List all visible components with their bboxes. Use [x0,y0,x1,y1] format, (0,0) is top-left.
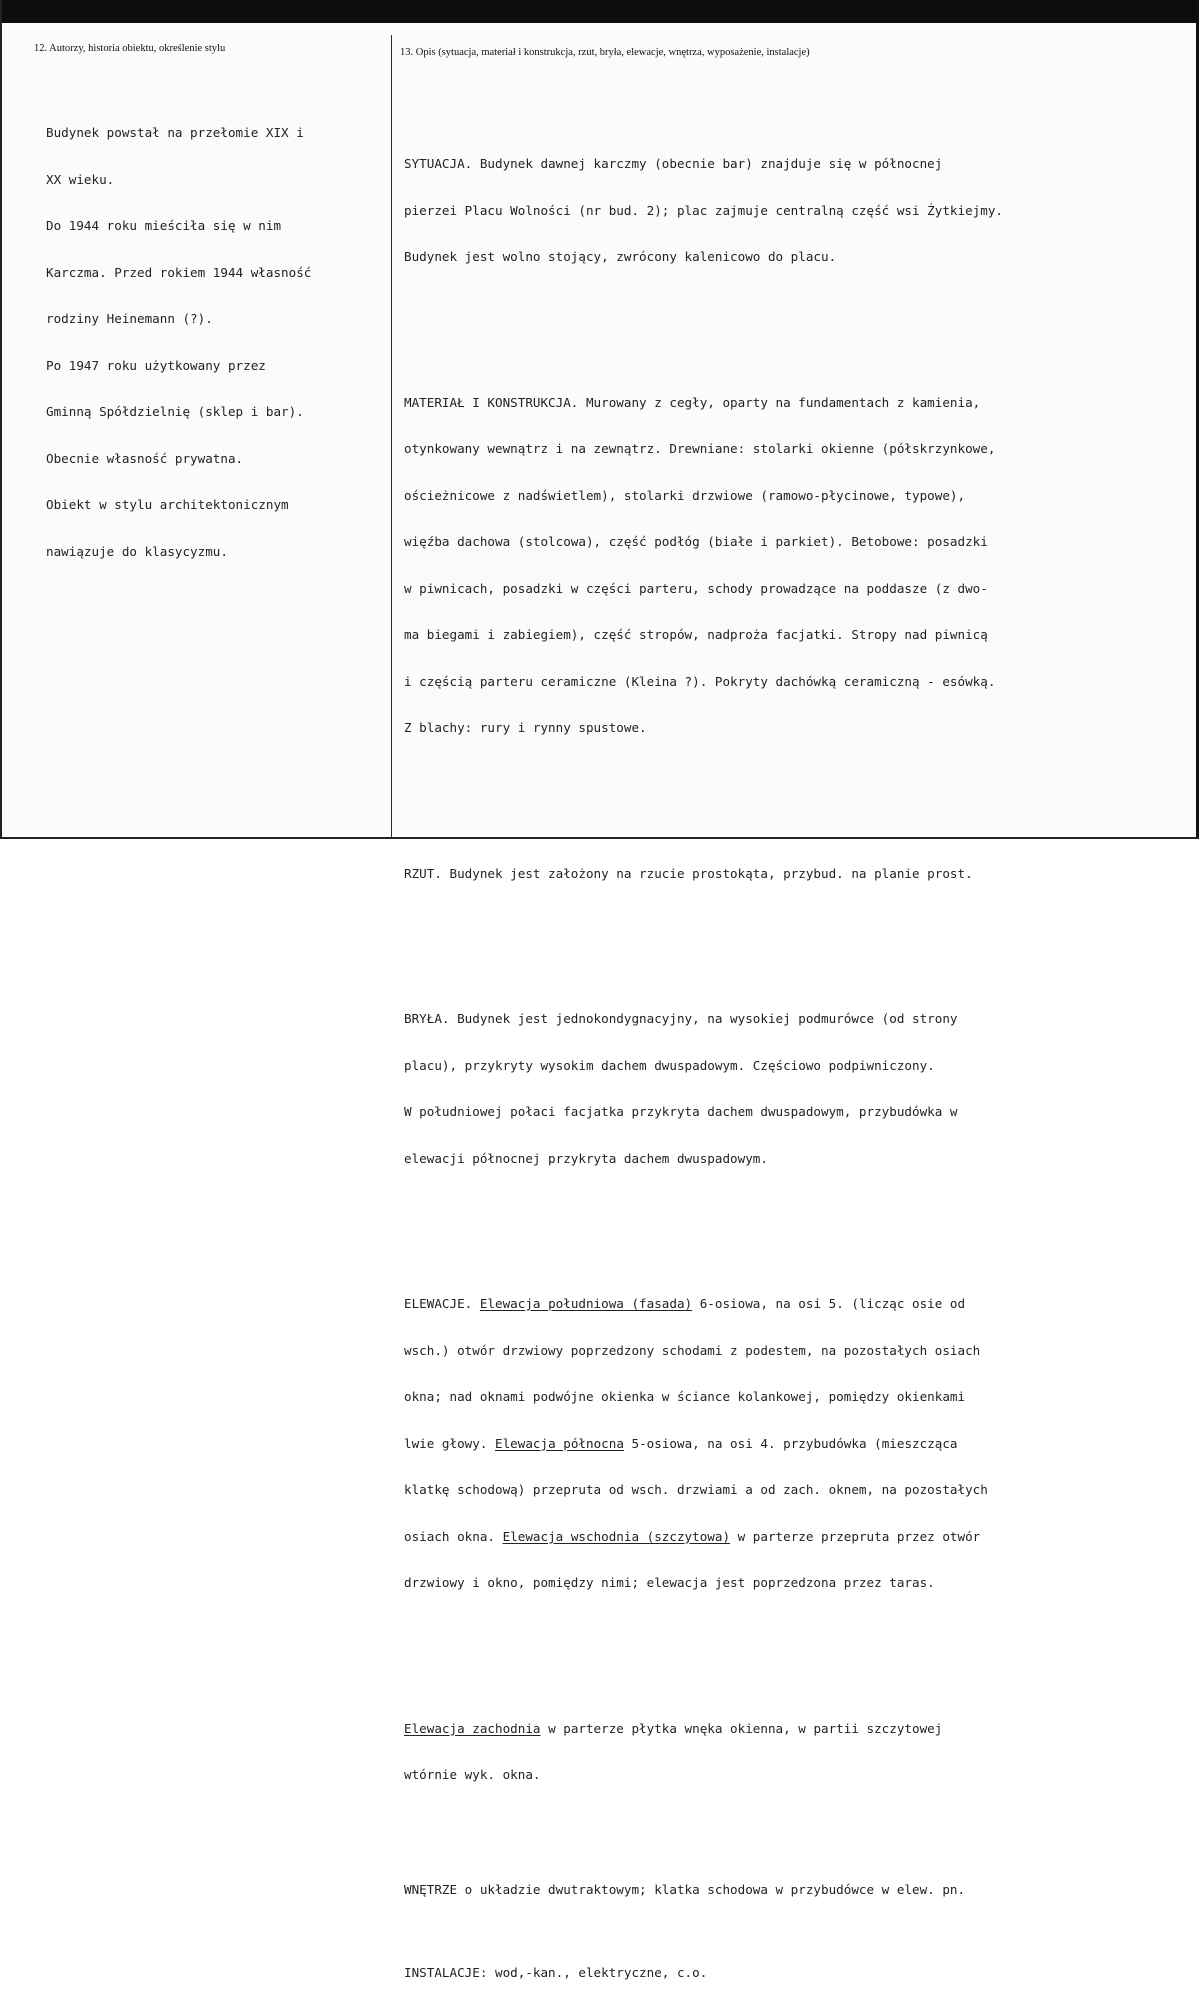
text-line: ma biegami i zabiegiem), część stropów, nadproża facjatki. Stropy nad piwnicą [404,627,988,642]
text-line: Budynek jest wolno stojący, zwrócony kalenicowo do placu. [404,249,837,264]
text-line: W południowej połaci facjatka przykryta dachem dwuspadowym, przybudówka w [404,1104,958,1119]
history-line: Obecnie własność prywatna. [46,450,244,466]
history-line: rodziny Heinemann (?). [46,311,213,326]
rzut-paragraph [404,835,1194,913]
text-line: otynkowany wewnątrz i na zewnątrz. Drewniane: stolarki okienne (półskrzynkowe, [404,441,996,456]
history-line: Budynek powstał na przełomie XIX i [46,125,304,140]
history-line: Do 1944 roku mieściła się w nim [46,218,282,233]
underlined-heading: Elewacja zachodnia [404,1720,541,1736]
text-line: więźba dachowa (stolcowa), część podłóg (białe i parkiet). Betobowe: posadzki [404,534,988,549]
history-text [46,94,311,590]
underlined-heading: Elewacja wschodnia (szczytowa) [502,1528,731,1544]
text-run: 5-osiowa, na osi 4. przybudówka (mieszcząca [623,1435,958,1451]
history-line: Obiekt w stylu architektonicznym [46,497,289,512]
instalacje-paragraph: INSTALACJE: wod,-kan., elektryczne, c.o. [404,1965,708,1980]
section-13-header: 13. Opis (sytuacja, materiał i konstrukcja, rzut, bryła, elewacje, wnętrza, wyposażenie, instalacje) [400,47,810,58]
text-line [404,1296,1194,1312]
text-line: Z blachy: rury i rynny spustowe. [404,720,647,735]
text-line: placu), przykryty wysokim dachem dwuspadowym. Częściowo podpiwniczony. [404,1057,935,1073]
text-line: okna; nad oknami podwójne okienka w ściance kolankowej, pomiędzy okienkami [404,1389,966,1404]
text-line: w piwnicach, posadzki w części parteru, schody prowadzące na poddasze (z dwo- [404,580,988,596]
text-line: ościeżnicowe z nadświetlem), stolarki drzwiowe (ramowo-płycinowe, typowe), [404,487,966,503]
text-line: elewacji północnej przykryta dachem dwuspadowym. [404,1150,768,1166]
underlined-heading: Elewacja południowa (fasada) [479,1296,693,1311]
wnetrze-paragraph: WNĘTRZE o układzie dwutraktowym; klatka schodowa w przybudówce w elew. pn. [404,1881,966,1897]
history-line: nawiązuje do klasycyzmu. [46,543,228,559]
text-line: pierzei Placu Wolności (nr bud. 2); plac zajmuje centralną część wsi Żytkiejmy. [404,202,1003,218]
text-run: lwie głowy. [404,1435,495,1451]
text-line [404,1436,1194,1452]
history-line: Karczma. Przed rokiem 1944 własność [46,264,312,280]
scan-left-edge [0,0,2,839]
text-line: drzwiowy i okno, pomiędzy nimi; elewacja jest poprzedzona przez taras. [404,1575,935,1590]
text-line: wtórnie wyk. okna. [404,1767,541,1782]
text-line [404,1529,1194,1545]
text-run: 6-osiowa, na osi 5. (licząc osie od [692,1296,966,1311]
text-line: i częścią parteru ceramiczne (Kleina ?). Pokryty dachówką ceramiczną - esówką. [404,673,996,689]
text-line: BRYŁA. Budynek jest jednokondygnacyjny, na wysokiej podmurówce (od strony [404,1011,958,1026]
text-run: w parterze przepruta przez otwór [730,1528,981,1544]
bryla-paragraph [404,980,1194,1197]
elewacje-paragraph [404,1265,1194,1622]
material-paragraph [404,364,1194,767]
text-line: wsch.) otwór drzwiowy poprzedzony schodami z podestem, na pozostałych osiach [404,1342,981,1358]
text-run: ELEWACJE. [404,1296,480,1311]
text-line [404,1721,1194,1737]
history-line: XX wieku. [46,171,115,187]
text-line: SYTUACJA. Budynek dawnej karczmy (obecnie bar) znajduje się w północnej [404,156,943,171]
history-line: Gminną Spółdzielnię (sklep i bar). [46,404,304,419]
zachodnia-paragraph [404,1690,1194,1814]
column-divider [391,35,392,839]
section-12-header: 12. Autorzy, historia obiektu, określenie stylu [34,43,226,54]
text-line: klatkę schodową) przepruta od wsch. drzwiami a od zach. oknem, na pozostałych [404,1482,988,1497]
underlined-heading: Elewacja północna [495,1435,624,1451]
text-run: w parterze płytka wnęka okienna, w partii szczytowej [540,1720,943,1736]
scan-top-edge [0,0,1199,23]
description-text [404,94,1194,2012]
text-line: RZUT. Budynek jest założony na rzucie prostokąta, przybud. na planie prost. [404,865,973,881]
text-run: osiach okna. [404,1528,503,1544]
history-line: Po 1947 roku użytkowany przez [46,357,266,373]
sytuacja-paragraph [404,125,1194,296]
text-line: MATERIAŁ I KONSTRUKCJA. Murowany z cegły, oparty na fundamentach z kamienia, [404,394,981,410]
